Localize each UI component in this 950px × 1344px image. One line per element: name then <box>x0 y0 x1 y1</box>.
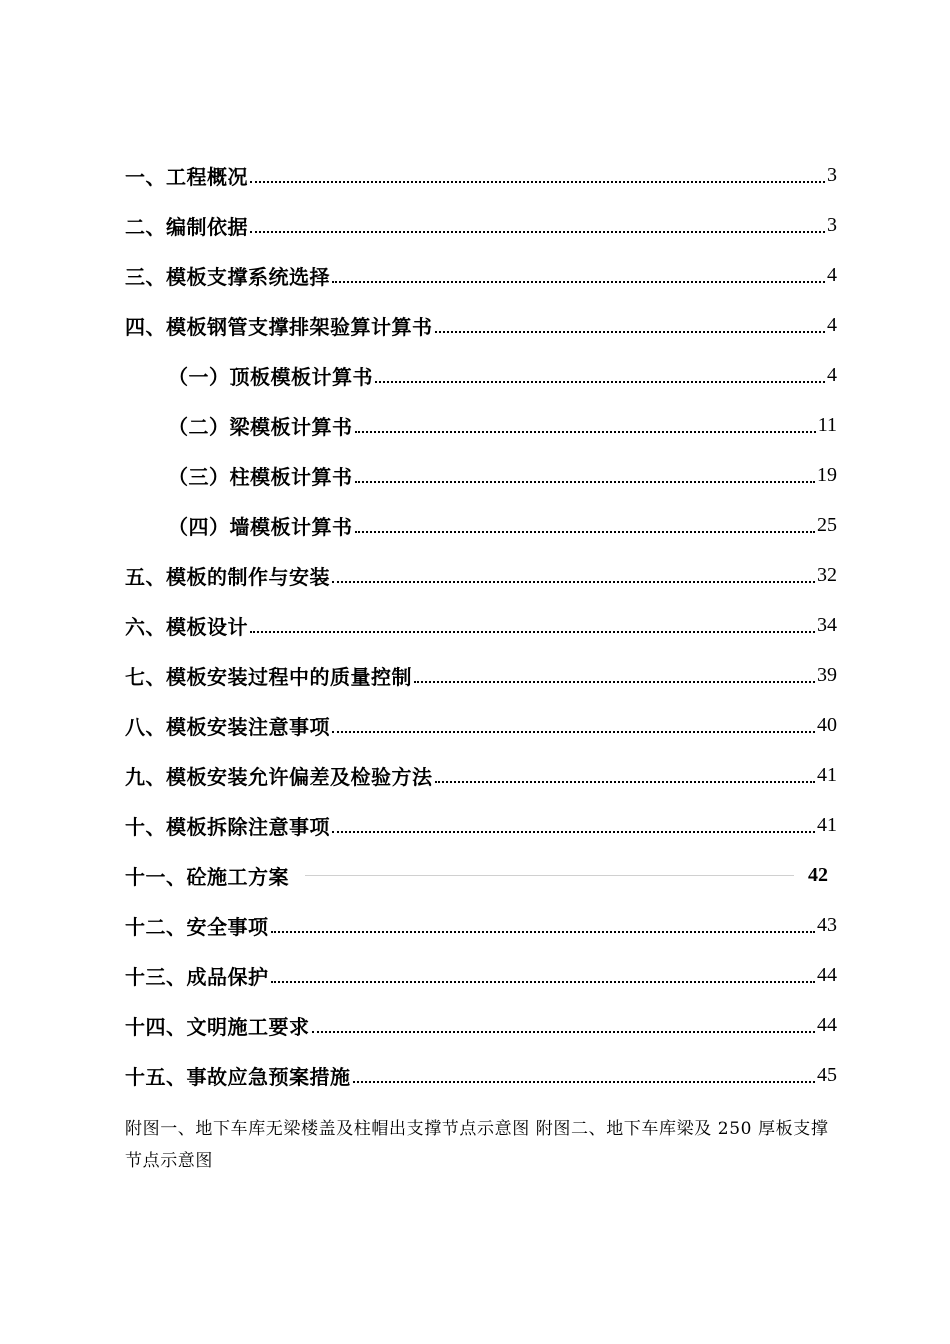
toc-entry-title: 十、模板拆除注意事项 <box>125 814 330 839</box>
toc-page-number: 34 <box>817 613 837 636</box>
toc-entry-12[interactable] <box>125 900 837 950</box>
toc-dot-leader <box>353 1081 816 1083</box>
toc-entry-title: 九、模板安装允许偏差及检验方法 <box>125 764 433 789</box>
toc-page-number: 44 <box>817 963 837 986</box>
toc-page-number: 45 <box>817 1063 837 1086</box>
toc-entry-7[interactable] <box>125 650 837 700</box>
toc-entry-1[interactable] <box>125 150 837 200</box>
toc-page-number: 19 <box>817 463 837 486</box>
toc-subentry-4[interactable] <box>125 500 837 550</box>
toc-page-number: 39 <box>817 663 837 686</box>
toc-page-number: 44 <box>817 1013 837 1036</box>
toc-entry-title: 四、模板钢管支撑排架验算计算书 <box>125 314 433 339</box>
toc-entry-title: 十二、安全事项 <box>125 914 269 939</box>
toc-page-number: 41 <box>817 813 837 836</box>
toc-page-number: 3 <box>827 163 837 186</box>
toc-page-number: 11 <box>817 413 837 436</box>
toc-dot-leader <box>332 281 825 283</box>
toc-entry-title: 八、模板安装注意事项 <box>125 714 330 739</box>
toc-page-number: 41 <box>817 763 837 786</box>
toc-entry-6[interactable] <box>125 600 837 650</box>
toc-page-number: 4 <box>827 313 837 336</box>
toc-entry-title: 三、模板支撑系统选择 <box>125 264 330 289</box>
toc-entry-title: （二）梁模板计算书 <box>168 414 353 439</box>
toc-page-number: 42 <box>808 863 828 886</box>
toc-entry-4[interactable] <box>125 300 837 350</box>
toc-dot-leader <box>355 481 816 483</box>
toc-dot-leader <box>250 181 825 183</box>
toc-subentry-2[interactable] <box>125 400 837 450</box>
toc-dot-leader <box>355 431 816 433</box>
appendix-figures-text: 附图一、地下车库无梁楼盖及柱帽出支撑节点示意图 附图二、地下车库梁及 250 厚板支撑节点示意图 <box>125 1119 829 1171</box>
toc-dot-leader <box>435 331 826 333</box>
toc-entry-title: 五、模板的制作与安装 <box>125 564 330 589</box>
toc-entry-title: 一、工程概况 <box>125 164 248 189</box>
toc-entry-15[interactable] <box>125 1050 837 1100</box>
toc-dot-leader <box>355 531 816 533</box>
toc-dot-leader <box>332 581 815 583</box>
toc-subentry-1[interactable] <box>125 350 837 400</box>
toc-subentry-3[interactable] <box>125 450 837 500</box>
toc-entry-title: 二、编制依据 <box>125 214 248 239</box>
toc-entry-title: （一）顶板模板计算书 <box>168 364 373 389</box>
toc-entry-2[interactable] <box>125 200 837 250</box>
toc-entry-title: （三）柱模板计算书 <box>168 464 353 489</box>
toc-entry-title: 十三、成品保护 <box>125 964 269 989</box>
toc-entry-title: 十四、文明施工要求 <box>125 1014 310 1039</box>
toc-entry-9[interactable] <box>125 750 837 800</box>
toc-entry-title: 十五、事故应急预案措施 <box>125 1064 351 1089</box>
toc-page-number: 43 <box>817 913 837 936</box>
toc-page-number: 40 <box>817 713 837 736</box>
toc-dot-leader <box>332 731 815 733</box>
toc-dot-leader <box>332 831 815 833</box>
toc-solid-leader <box>305 875 794 876</box>
toc-entry-title: 十一、砼施工方案 <box>125 864 289 889</box>
toc-dot-leader <box>271 981 816 983</box>
toc-entry-title: （四）墙模板计算书 <box>168 514 353 539</box>
toc-page-number: 3 <box>827 213 837 236</box>
toc-entry-14[interactable] <box>125 1000 837 1050</box>
toc-dot-leader <box>435 781 816 783</box>
toc-dot-leader <box>250 231 825 233</box>
toc-entry-10[interactable] <box>125 800 837 850</box>
toc-page-number: 4 <box>827 263 837 286</box>
toc-entry-3[interactable] <box>125 250 837 300</box>
toc-entry-13[interactable] <box>125 950 837 1000</box>
toc-entry-5[interactable] <box>125 550 837 600</box>
table-of-contents <box>125 150 837 1100</box>
toc-page-number: 32 <box>817 563 837 586</box>
toc-dot-leader <box>250 631 815 633</box>
toc-dot-leader <box>375 381 825 383</box>
toc-page-number: 4 <box>827 363 837 386</box>
toc-page-number: 25 <box>817 513 837 536</box>
toc-entry-11[interactable] <box>125 850 837 900</box>
toc-dot-leader <box>271 931 816 933</box>
toc-dot-leader <box>312 1031 816 1033</box>
toc-entry-8[interactable] <box>125 700 837 750</box>
toc-entry-title: 七、模板安装过程中的质量控制 <box>125 664 412 689</box>
toc-dot-leader <box>414 681 815 683</box>
toc-entry-title: 六、模板设计 <box>125 614 248 639</box>
